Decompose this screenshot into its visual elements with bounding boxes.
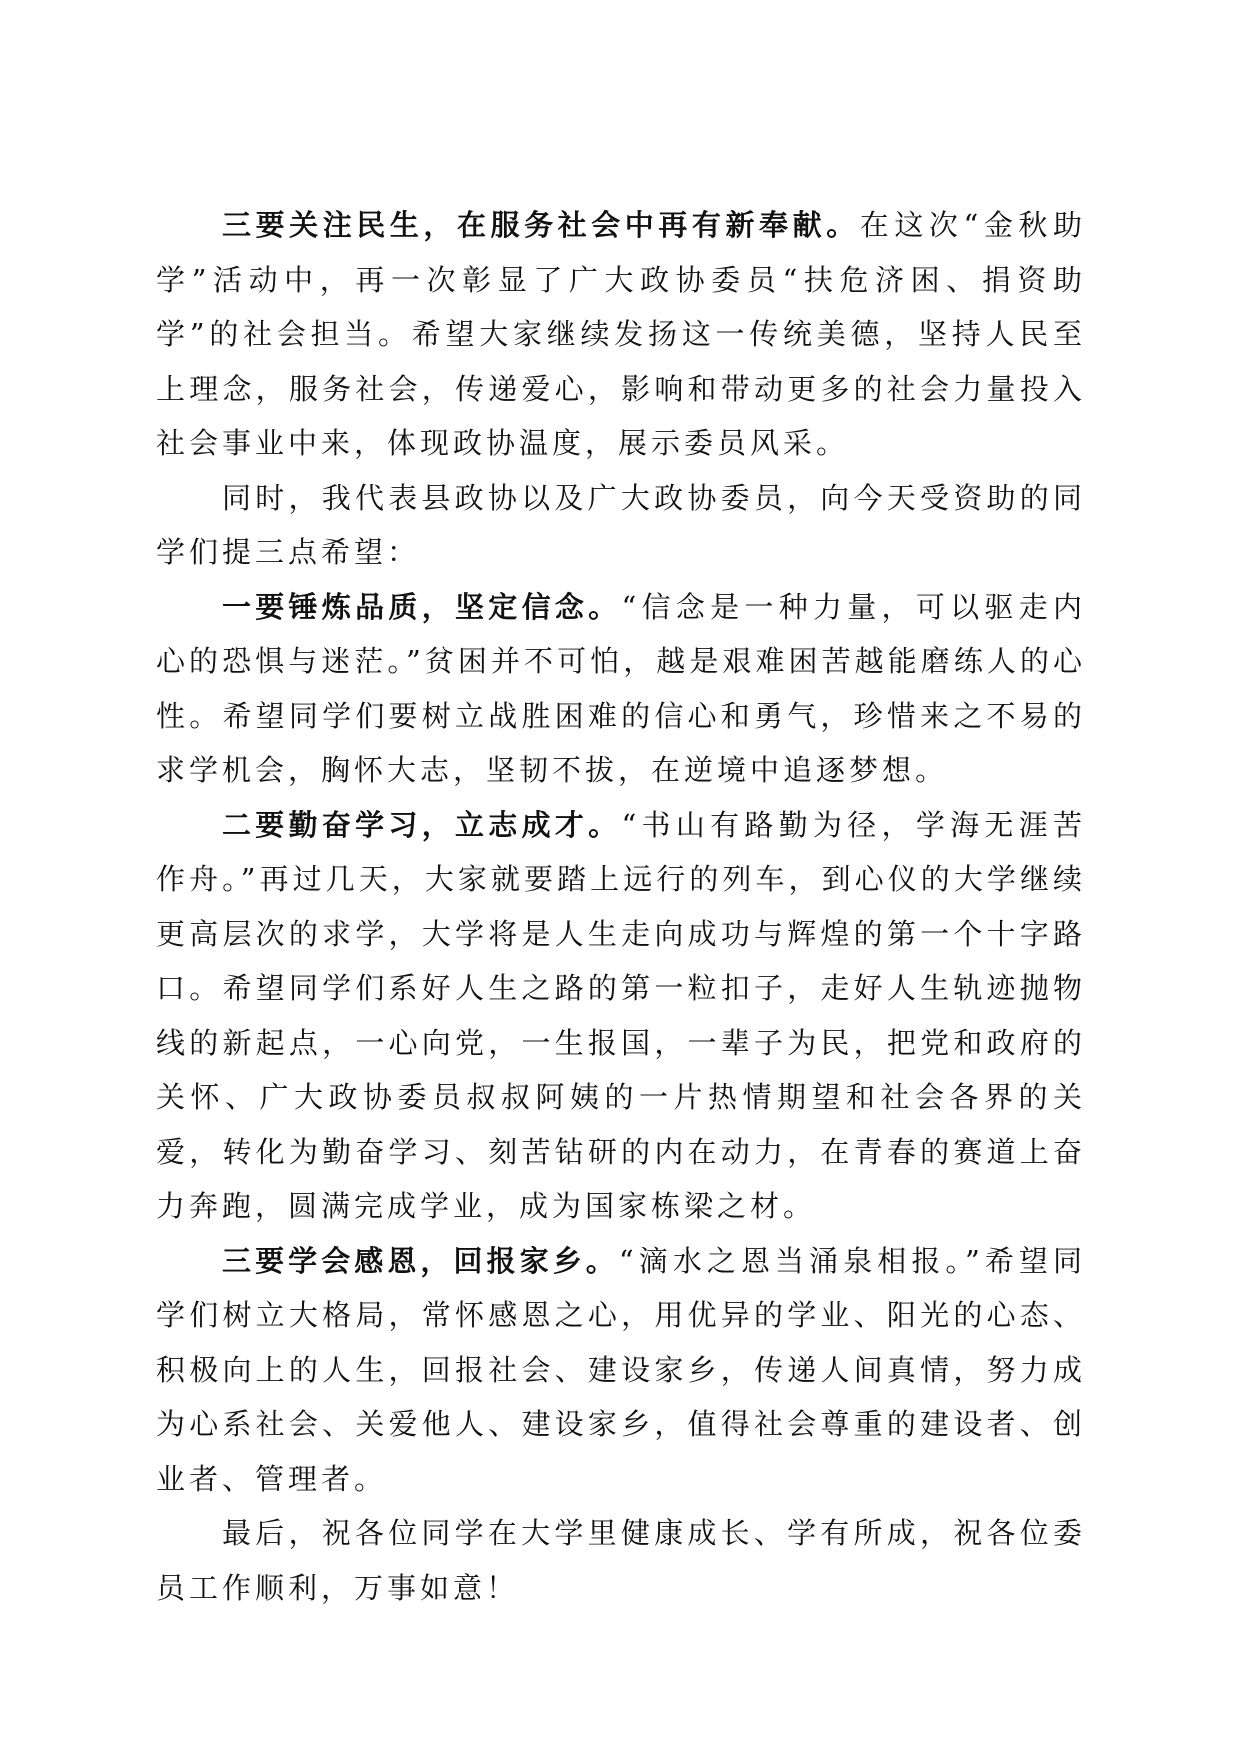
- paragraph-serve-society: [156, 198, 1086, 471]
- paragraph-lead: 三要关注民生，在服务社会中再有新奉献。: [222, 208, 860, 242]
- paragraph-text: 最后，祝各位同学在大学里健康成长、学有所成，祝各位委员工作顺利，万事如意！: [156, 1516, 1086, 1605]
- paragraph-lead: 二要勤奋学习，立志成才。: [222, 807, 622, 842]
- paragraph-text: “滴水之恩当涌泉相报。”希望同学们树立大格局，常怀感恩之心，用优异的学业、阳光的心态、积极向上的人生，回报社会、建设家乡，传递人间真情，努力成为心系社会、关爱他人、建设家乡，值得社会尊重的建设者、创业者、管理者。: [156, 1243, 1086, 1496]
- paragraph-text: “信念是一种力量，可以驱走内心的恐惧与迷茫。”贫困并不可怕，越是艰难困苦越能磨练人的心性。希望同学们要树立战胜困难的信心和勇气，珍惜来之不易的求学机会，胸怀大志，坚韧不拔，在逆境中追逐梦想。: [156, 589, 1086, 787]
- paragraph-text: “书山有路勤为径，学海无涯苦作舟。”再过几天，大家就要踏上远行的列车，到心仪的大学继续更高层次的求学，大学将是人生走向成功与辉煌的第一个十字路口。希望同学们系好人生之路的第一粒扣子，走好人生轨迹抛物线的新起点，一心向党，一生报国，一辈子为民，把党和政府的关怀、广大政协委员叔叔阿姨的一片热情期望和社会各界的关爱，转化为勤奋学习、刻苦钻研的内在动力，在青春的赛道上奋力奔跑，圆满完成学业，成为国家栋梁之材。: [156, 807, 1086, 1223]
- paragraph-three-hopes-intro: [156, 471, 1086, 580]
- paragraph-hope-two: [156, 798, 1086, 1234]
- paragraph-text: 同时，我代表县政协以及广大政协委员，向今天受资助的同学们提三点希望：: [156, 480, 1086, 569]
- paragraph-lead: 三要学会感恩，回报家乡。: [222, 1243, 619, 1278]
- paragraph-hope-one: [156, 580, 1086, 798]
- paragraph-text: 在这次“金秋助学”活动中，再一次彰显了广大政协委员“扶危济困、捐资助学”的社会担当。希望大家继续发扬这一传统美德，坚持人民至上理念，服务社会，传递爱心，影响和带动更多的社会力量投入社会事业中来，体现政协温度，展示委员风采。: [156, 208, 1086, 460]
- paragraph-closing: [156, 1506, 1086, 1615]
- paragraph-lead: 一要锤炼品质，坚定信念。: [222, 589, 622, 624]
- document-body: [156, 198, 1086, 1615]
- paragraph-hope-three: [156, 1234, 1086, 1507]
